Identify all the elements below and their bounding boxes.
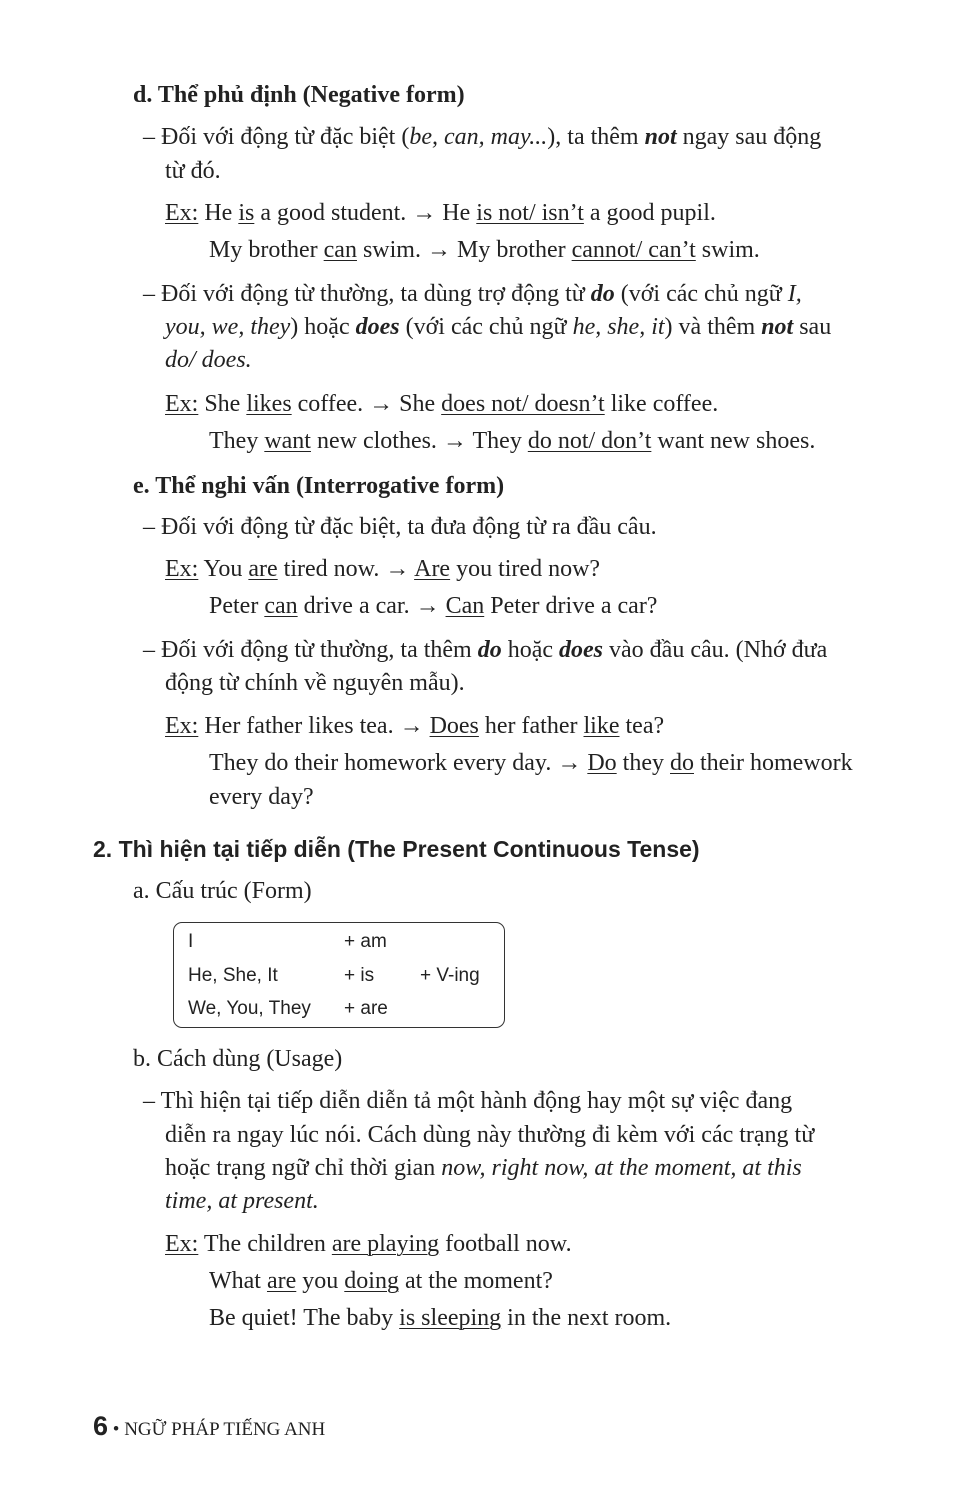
section-d-bullet-1-line-1: – Đối với động từ đặc biệt (be, can, may...), ta thêm not ngay sau động [143,124,822,150]
section-e-example-1-line-1: Ex: You are tired now. → Are you tired now? [165,556,601,582]
section-d-example-2-line-1: Ex: She likes coffee. → She does not/ doesn’t like coffee. [165,391,719,417]
section-2b-heading: b. Cách dùng (Usage) [133,1046,343,1072]
section-e-example-1-line-2: Peter can drive a car. → Can Peter drive a car? [209,593,658,619]
footer-separator: • [108,1419,125,1440]
section-e-example-2-line-3: every day? [209,784,314,810]
section-2b-bullet-line-3: hoặc trạng ngữ chỉ thời gian now, right now, at the moment, at this [165,1155,802,1181]
form-verb-3: + are [344,998,388,1019]
section-2b-bullet-line-1: – Thì hiện tại tiếp diễn diễn tả một hành động hay một sự việc đang [143,1088,793,1114]
section-2-heading: 2. Thì hiện tại tiếp diễn (The Present Continuous Tense) [93,836,700,862]
section-e-bullet-1: – Đối với động từ đặc biệt, ta đưa động từ ra đầu câu. [143,514,657,540]
book-title: NGỮ PHÁP TIẾNG ANH [124,1419,326,1440]
section-e-heading: e. Thể nghi vấn (Interrogative form) [133,473,505,499]
form-subject-2: He, She, It [188,965,278,986]
section-2a-heading: a. Cấu trúc (Form) [133,878,312,904]
section-2b-example-line-1: Ex: The children are playing football now. [165,1231,572,1257]
section-d-heading: d. Thể phủ định (Negative form) [133,82,465,108]
section-e-bullet-2-line-2: động từ chính về nguyên mẫu). [165,670,465,696]
page-footer [93,1411,325,1442]
section-d-bullet-2-line-3: do/ does. [165,347,252,373]
form-subject-3: We, You, They [188,998,311,1019]
form-v-ing: + V-ing [420,965,480,986]
section-2b-bullet-line-2: diễn ra ngay lúc nói. Cách dùng này thường đi kèm với các trạng từ [165,1122,815,1148]
section-e-bullet-2-line-1: – Đối với động từ thường, ta thêm do hoặc does vào đầu câu. (Nhớ đưa [143,637,828,663]
form-subject-1: I [188,931,194,952]
section-e-example-2-line-1: Ex: Her father likes tea. → Does her father like tea? [165,713,665,739]
section-2b-example-line-3: Be quiet! The baby is sleeping in the next room. [209,1305,672,1331]
form-verb-2: + is [344,965,375,986]
section-2b-bullet-line-4: time, at present. [165,1188,319,1214]
page-number: 6 [93,1411,109,1441]
section-d-example-2-line-2: They want new clothes. → They do not/ don’t want new shoes. [209,428,816,454]
section-e-example-2-line-2: They do their homework every day. → Do they do their homework [209,750,853,776]
section-d-example-1-line-2: My brother can swim. → My brother cannot/ can’t swim. [209,237,760,263]
section-2b-example-line-2: What are you doing at the moment? [209,1268,553,1294]
section-d-example-1-line-1: Ex: He is a good student. → He is not/ isn’t a good pupil. [165,200,716,226]
section-d-bullet-2-line-2: you, we, they) hoặc does (với các chủ ngữ he, she, it) và thêm not sau [165,314,832,340]
section-d-bullet-2-line-1: – Đối với động từ thường, ta dùng trợ động từ do (với các chủ ngữ I, [143,281,802,307]
section-d-bullet-1-line-2: từ đó. [165,158,221,184]
form-structure-box [173,922,505,1028]
form-verb-1: + am [344,931,387,952]
